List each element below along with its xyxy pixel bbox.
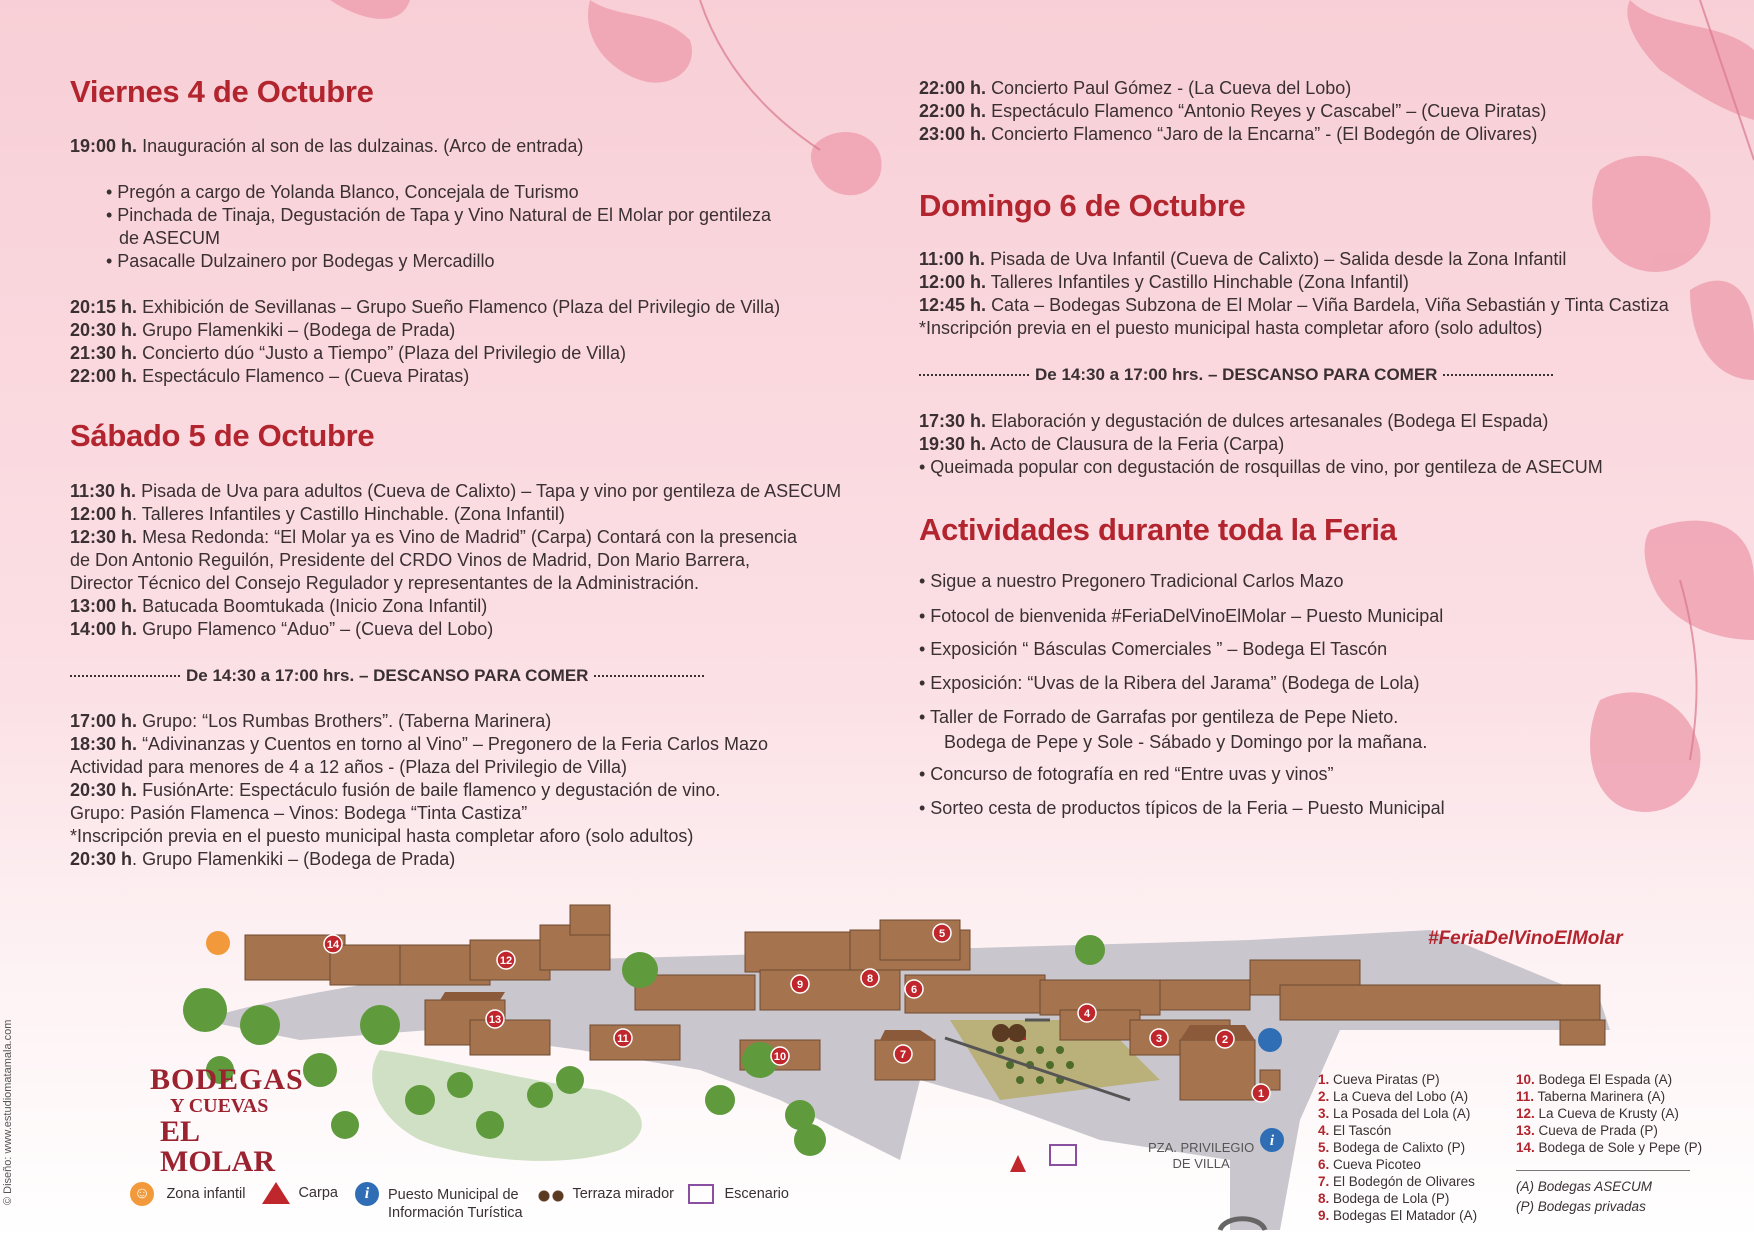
friday-event-2	[70, 296, 780, 319]
legend-number: 7.	[1318, 1174, 1330, 1189]
legend-label: El Tascón	[1333, 1123, 1392, 1138]
sunday-lunch-break	[919, 365, 1559, 385]
legend-label: Bodega El Espada (A)	[1538, 1072, 1673, 1087]
event-text: Mesa Redonda: “El Molar ya es Vino de Madrid” (Carpa) Contará con la presencia	[142, 527, 798, 547]
event-text: Concierto Flamenco “Jaro de la Encarna” - (El Bodegón de Olivares)	[991, 124, 1538, 144]
saturday-cont-event-1	[919, 77, 1351, 100]
legend-label: La Cueva de Krusty (A)	[1538, 1106, 1679, 1121]
bodega-legend-right	[1516, 1071, 1702, 1156]
sunday-event-5	[919, 433, 1284, 456]
svg-text:12: 12	[499, 955, 513, 967]
info-icon: i	[355, 1182, 379, 1206]
svg-text:9: 9	[796, 979, 804, 991]
sunday-event-3	[919, 294, 1669, 317]
dotted-leader	[70, 675, 180, 677]
event-time: 14:00 h.	[70, 619, 138, 639]
dotted-leader	[594, 675, 704, 677]
activity-item-cont: Bodega de Pepe y Sole - Sábado y Domingo por la mañana.	[934, 732, 1428, 752]
event-time: 12:00 h	[70, 504, 133, 524]
smiley-icon: ☺	[130, 1182, 154, 1206]
event-text: Concierto Paul Gómez - (La Cueva del Lobo)	[991, 78, 1352, 98]
event-text: Talleres Infantiles y Castillo Hinchable (Zona Infantil)	[990, 272, 1409, 292]
saturday-event-3-cont-2: Director Técnico del Consejo Regulador y representantes de la Administración.	[70, 573, 699, 593]
activity-item: • Exposición “ Básculas Comerciales ” – Bodega El Tascón	[919, 639, 1388, 659]
sunday-event-2	[919, 271, 1409, 294]
activities-heading: Actividades durante toda la Feria	[919, 512, 1397, 547]
key-label: Zona infantil	[166, 1186, 246, 1203]
break-text: De 14:30 a 17:00 hrs. – DESCANSO PARA COMER	[1035, 365, 1438, 384]
logo-line-3: EL MOLAR	[160, 1115, 275, 1178]
sunday-heading: Domingo 6 de Octubre	[919, 188, 1246, 223]
svg-text:8: 8	[866, 973, 874, 985]
event-text: Elaboración y degustación de dulces artesanales (Bodega El Espada)	[991, 411, 1549, 431]
saturday-event-7	[70, 733, 768, 756]
legend-number: 11.	[1516, 1089, 1535, 1104]
key-label: Terraza mirador	[572, 1186, 674, 1202]
hashtag: #FeriaDelVinoElMolar	[1428, 928, 1623, 949]
saturday-lunch-break	[70, 666, 710, 686]
event-time: 13:00 h.	[70, 596, 138, 616]
activity-item: • Sigue a nuestro Pregonero Tradicional Carlos Mazo	[919, 571, 1344, 591]
svg-text:14: 14	[326, 939, 340, 951]
legend-number: 13.	[1516, 1123, 1535, 1138]
event-time: 12:00 h.	[919, 272, 987, 292]
svg-text:13: 13	[488, 1014, 502, 1026]
saturday-event-8-cont-2: *Inscripción previa en el puesto municipal hasta completar aforo (solo adultos)	[70, 826, 694, 846]
legend-item	[1318, 1207, 1477, 1224]
event-time: 20:30 h.	[70, 780, 138, 800]
svg-text:i: i	[1269, 1133, 1275, 1149]
legend-number: 1.	[1318, 1072, 1330, 1087]
legend-item	[1516, 1071, 1702, 1088]
saturday-event-3	[70, 526, 797, 549]
saturday-event-5	[70, 618, 493, 641]
saturday-event-7-cont: Actividad para menores de 4 a 12 años - (Plaza del Privilegio de Villa)	[70, 757, 627, 777]
sunday-event-6: • Queimada popular con degustación de rosquillas de vino, por gentileza de ASECUM	[919, 457, 1603, 477]
svg-text:6: 6	[910, 984, 918, 996]
friday-event-5	[70, 365, 469, 388]
key-zona-infantil	[130, 1182, 245, 1206]
saturday-cont-event-2	[919, 100, 1546, 123]
saturday-heading: Sábado 5 de Octubre	[70, 418, 375, 453]
key-puesto-label-2: Información Turística	[388, 1205, 523, 1221]
break-text: De 14:30 a 17:00 hrs. – DESCANSO PARA COMER	[186, 666, 589, 685]
svg-text:2: 2	[1221, 1034, 1229, 1046]
saturday-event-3-cont-1: de Don Antonio Reguilón, Presidente del CRDO Vinos de Madrid, Don Mario Barrera,	[70, 550, 751, 570]
dotted-leader	[1443, 374, 1553, 376]
legend-label: Bodega de Calixto (P)	[1333, 1140, 1466, 1155]
activity-item: • Concurso de fotografía en red “Entre uvas y vinos”	[919, 764, 1334, 784]
logo-line-1: BODEGAS	[150, 1063, 304, 1096]
legend-label: Bodega de Lola (P)	[1333, 1191, 1450, 1206]
legend-item	[1318, 1071, 1477, 1088]
legend-number: 9.	[1318, 1208, 1330, 1223]
friday-event-1	[70, 135, 583, 158]
event-time: 22:00 h.	[919, 78, 987, 98]
svg-text:3: 3	[1155, 1033, 1163, 1045]
legend-number: 14.	[1516, 1140, 1535, 1155]
event-text: Espectáculo Flamenco – (Cueva Piratas)	[142, 366, 470, 386]
event-text: Concierto dúo “Justo a Tiempo” (Plaza del Privilegio de Villa)	[142, 343, 626, 363]
event-time: 20:15 h.	[70, 297, 138, 317]
svg-text:10: 10	[773, 1051, 787, 1063]
legend-item	[1516, 1139, 1702, 1156]
event-text: Grupo Flamenkiki – (Bodega de Prada)	[142, 849, 456, 869]
legend-label: Bodega de Sole y Pepe (P)	[1538, 1140, 1703, 1155]
event-time: 22:00 h.	[919, 101, 987, 121]
event-text-prefix: .	[132, 504, 142, 524]
svg-text:7: 7	[899, 1049, 907, 1061]
svg-text:4: 4	[1083, 1008, 1091, 1020]
key-terraza	[538, 1185, 674, 1203]
legend-label: El Bodegón de Olivares	[1333, 1174, 1475, 1189]
legend-label: La Posada del Lola (A)	[1333, 1106, 1471, 1121]
event-text: Batucada Boomtukada (Inicio Zona Infantil)	[142, 596, 488, 616]
event-text: “Adivinanzas y Cuentos en torno al Vino” – Pregonero de la Feria Carlos Mazo	[142, 734, 769, 754]
plaza-label	[1148, 1140, 1254, 1172]
activity-item: • Fotocol de bienvenida #FeriaDelVinoElMolar – Puesto Municipal	[919, 606, 1444, 626]
event-time: 21:30 h.	[70, 343, 138, 363]
saturday-event-2	[70, 503, 565, 526]
svg-text:11: 11	[617, 1033, 629, 1045]
event-time: 17:00 h.	[70, 711, 138, 731]
event-text: Cata – Bodegas Subzona de El Molar – Viña Bardela, Viña Sebastián y Tinta Castiza	[991, 295, 1669, 315]
event-time: 19:00 h.	[70, 136, 138, 156]
design-credit: © Diseño: www.estudiomatamala.com	[2, 1019, 14, 1205]
friday-event-3	[70, 319, 455, 342]
legend-number: 8.	[1318, 1191, 1330, 1206]
legend-number: 3.	[1318, 1106, 1330, 1121]
key-puesto-municipal	[355, 1182, 379, 1206]
event-text: Grupo Flamenkiki – (Bodega de Prada)	[142, 320, 456, 340]
svg-text:1: 1	[1257, 1088, 1265, 1100]
event-text: Exhibición de Sevillanas – Grupo Sueño Flamenco (Plaza del Privilegio de Villa)	[142, 297, 781, 317]
event-text: Inauguración al son de las dulzainas. (Arco de entrada)	[142, 136, 584, 156]
friday-bullet-2-cont: de ASECUM	[119, 228, 221, 248]
friday-event-4	[70, 342, 626, 365]
legend-type-a: (A) Bodegas ASECUM	[1516, 1179, 1653, 1194]
event-time: 11:00 h.	[919, 249, 986, 269]
dotted-leader	[919, 374, 1029, 376]
event-time: 11:30 h.	[70, 481, 137, 501]
event-text: Acto de Clausura de la Feria (Carpa)	[990, 434, 1285, 454]
activity-item: • Sorteo cesta de productos típicos de la Feria – Puesto Municipal	[919, 798, 1445, 818]
stage-icon	[688, 1184, 714, 1204]
key-label: Escenario	[724, 1186, 789, 1203]
legend-label: Cueva Piratas (P)	[1333, 1072, 1440, 1087]
legend-label: Cueva Picoteo	[1333, 1157, 1421, 1172]
legend-item	[1516, 1105, 1702, 1122]
legend-type-p: (P) Bodegas privadas	[1516, 1199, 1646, 1214]
binoculars-icon	[538, 1186, 564, 1202]
event-text: FusiónArte: Espectáculo fusión de baile flamenco y degustación de vino.	[142, 780, 721, 800]
key-escenario	[688, 1184, 789, 1204]
friday-bullet-2: • Pinchada de Tinaja, Degustación de Tapa y Vino Natural de El Molar por gentileza	[106, 205, 772, 225]
legend-item	[1516, 1088, 1702, 1105]
event-text: Talleres Infantiles y Castillo Hinchable. (Zona Infantil)	[141, 504, 565, 524]
event-text: Pisada de Uva para adultos (Cueva de Calixto) – Tapa y vino por gentileza de ASECUM	[141, 481, 842, 501]
event-text-prefix: .	[132, 849, 143, 869]
sunday-event-1	[919, 248, 1566, 271]
saturday-event-9	[70, 848, 455, 871]
legend-label: Bodegas El Matador (A)	[1333, 1208, 1478, 1223]
legend-divider	[1516, 1170, 1690, 1171]
legend-number: 2.	[1318, 1089, 1330, 1104]
legend-number: 12.	[1516, 1106, 1535, 1121]
legend-item	[1318, 1190, 1477, 1207]
event-text: Espectáculo Flamenco “Antonio Reyes y Cascabel” – (Cueva Piratas)	[991, 101, 1547, 121]
event-time: 22:00 h.	[70, 366, 138, 386]
saturday-cont-event-3	[919, 123, 1537, 146]
event-time: 12:30 h.	[70, 527, 138, 547]
legend-item	[1318, 1105, 1477, 1122]
saturday-event-8-cont-1: Grupo: Pasión Flamenca – Vinos: Bodega “Tinta Castiza”	[70, 803, 528, 823]
legend-item	[1318, 1173, 1477, 1190]
logo-line-2: Y CUEVAS	[170, 1095, 269, 1117]
activity-item: • Taller de Forrado de Garrafas por gentileza de Pepe Nieto.	[919, 707, 1399, 727]
event-text: Grupo: “Los Rumbas Brothers”. (Taberna Marinera)	[142, 711, 552, 731]
key-carpa	[262, 1182, 338, 1204]
activity-item: • Exposición: “Uvas de la Ribera del Jarama” (Bodega de Lola)	[919, 673, 1420, 693]
legend-label: La Cueva del Lobo (A)	[1333, 1089, 1469, 1104]
legend-label: Cueva de Prada (P)	[1538, 1123, 1658, 1138]
saturday-event-8	[70, 779, 720, 802]
saturday-event-4	[70, 595, 487, 618]
event-time: 20:30 h	[70, 849, 133, 869]
legend-number: 5.	[1318, 1140, 1330, 1155]
tent-icon	[262, 1182, 290, 1204]
event-time: 19:30 h.	[919, 434, 987, 454]
bodega-legend-left	[1318, 1071, 1477, 1224]
saturday-event-6	[70, 710, 551, 733]
event-time: 17:30 h.	[919, 411, 987, 431]
key-puesto-label-1: Puesto Municipal de	[388, 1187, 519, 1203]
friday-bullet-1: • Pregón a cargo de Yolanda Blanco, Concejala de Turismo	[106, 182, 579, 202]
legend-item	[1516, 1122, 1702, 1139]
event-text: Grupo Flamenco “Aduo” – (Cueva del Lobo)	[142, 619, 494, 639]
legend-item	[1318, 1088, 1477, 1105]
legend-label: Taberna Marinera (A)	[1537, 1089, 1666, 1104]
legend-item	[1318, 1122, 1477, 1139]
legend-number: 10.	[1516, 1072, 1535, 1087]
plaza-label-line-1: PZA. PRIVILEGIO	[1148, 1140, 1255, 1155]
friday-heading: Viernes 4 de Octubre	[70, 74, 374, 109]
legend-item	[1318, 1156, 1477, 1173]
event-time: 20:30 h.	[70, 320, 138, 340]
plaza-label-line-2: DE VILLA	[1172, 1156, 1230, 1171]
legend-number: 4.	[1318, 1123, 1330, 1138]
event-time: 12:45 h.	[919, 295, 987, 315]
svg-text:5: 5	[938, 928, 946, 940]
legend-number: 6.	[1318, 1157, 1330, 1172]
event-text: Pisada de Uva Infantil (Cueva de Calixto) – Salida desde la Zona Infantil	[990, 249, 1567, 269]
legend-item	[1318, 1139, 1477, 1156]
event-time: 23:00 h.	[919, 124, 987, 144]
friday-bullet-3: • Pasacalle Dulzainero por Bodegas y Mercadillo	[106, 251, 495, 271]
sunday-event-3-cont: *Inscripción previa en el puesto municipal hasta completar aforo (solo adultos)	[919, 318, 1543, 338]
saturday-event-1	[70, 480, 841, 503]
bodegas-logo	[150, 1063, 320, 1178]
key-label: Carpa	[298, 1185, 338, 1202]
sunday-event-4	[919, 410, 1548, 433]
event-time: 18:30 h.	[70, 734, 138, 754]
